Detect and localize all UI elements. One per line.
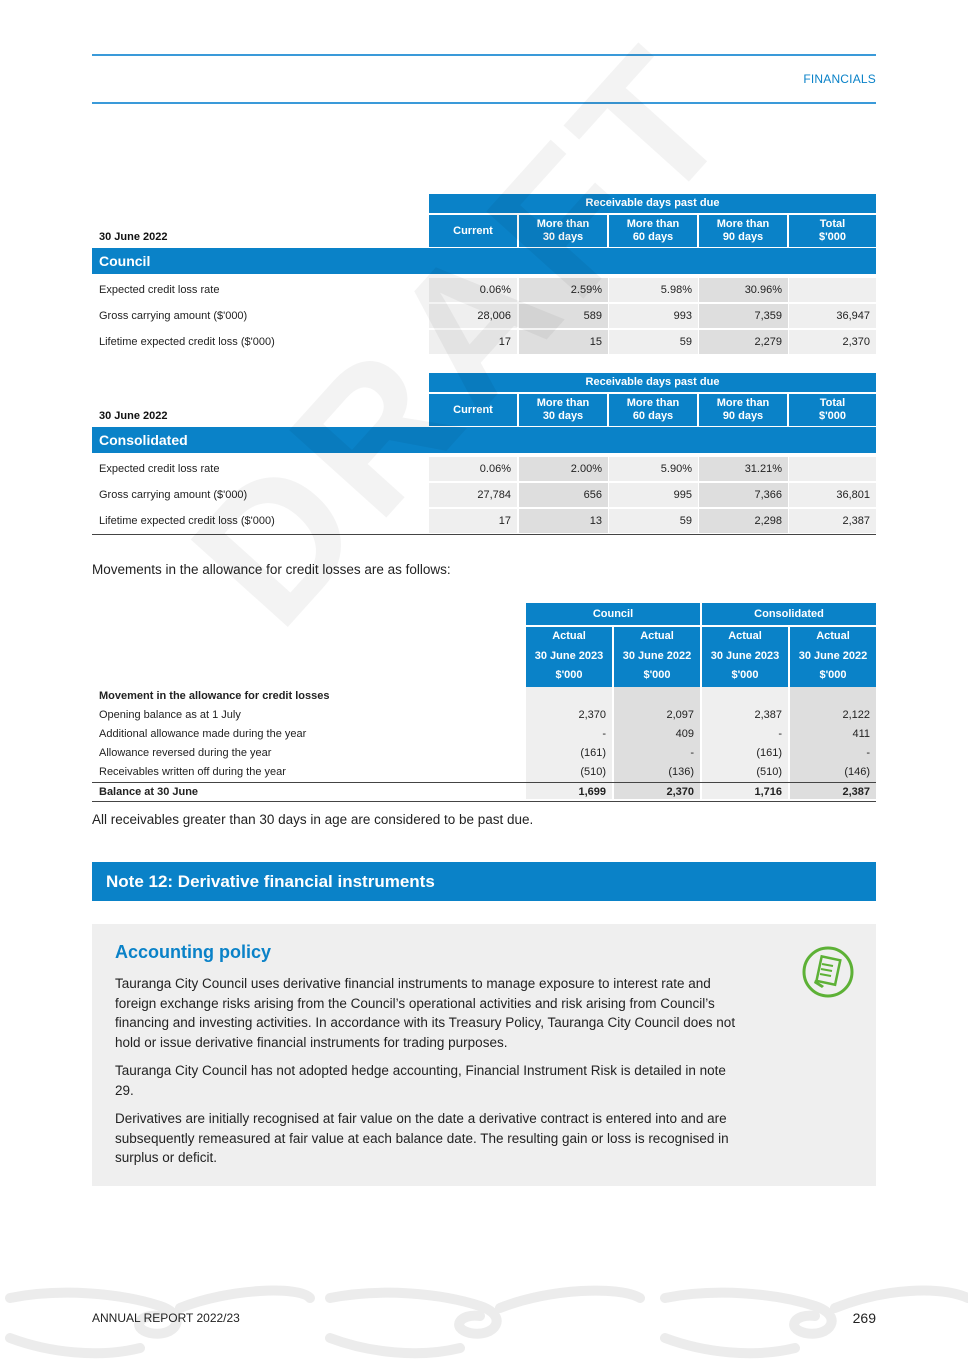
note-title: Note 12: Derivative financial instruments bbox=[92, 862, 876, 901]
council-credit-loss-table bbox=[92, 194, 876, 356]
column-header: More than 90 days bbox=[699, 394, 787, 426]
page-number: 269 bbox=[852, 1310, 876, 1326]
group-header-council: Council bbox=[526, 603, 700, 625]
column-header: Actual 30 June 2023 $'000 bbox=[702, 627, 788, 687]
accounting-policy-box bbox=[92, 924, 876, 1186]
table-row: Gross carrying amount ($'000) 27,784 656 995 7,366 36,801 bbox=[92, 483, 876, 507]
table-row bbox=[92, 687, 876, 706]
column-header: More than 30 days bbox=[519, 394, 607, 426]
column-header: Actual 30 June 2022 $'000 bbox=[790, 627, 876, 687]
table-row: Expected credit loss rate 0.06% 2.59% 5.98% 30.96% bbox=[92, 278, 876, 302]
column-header: More than 30 days bbox=[519, 215, 607, 247]
table-date-label: 30 June 2022 bbox=[99, 231, 168, 243]
column-header: More than 90 days bbox=[699, 215, 787, 247]
total-row: Balance at 30 June 1,699 2,370 1,716 2,387 bbox=[99, 786, 870, 798]
movements-intro: Movements in the allowance for credit losses are as follows: bbox=[92, 562, 451, 577]
policy-paragraph-1: Tauranga City Council uses derivative financial instruments to manage exposure to interest rate and foreign exchange risks arising from the Council’s operational activities and risk arising from Council’s financing and investing activities. In accordance with its Treasury Policy, Tauranga City Council does not hold or issue derivative financial instruments for trading purposes. bbox=[115, 976, 736, 1050]
document-policy-icon bbox=[802, 946, 854, 998]
table-row: Opening balance as at 1 July 2,370 2,097 2,387 2,122 bbox=[99, 709, 870, 721]
table-row: Lifetime expected credit loss ($'000) 17 15 59 2,279 2,370 bbox=[92, 330, 876, 354]
policy-paragraph-2: Tauranga City Council has not adopted hedge accounting, Financial Instrument Risk is detailed in note 29. bbox=[115, 1063, 726, 1098]
column-header: Actual 30 June 2022 $'000 bbox=[614, 627, 700, 687]
movement-heading: Movement in the allowance for credit losses bbox=[99, 690, 330, 702]
policy-title: Accounting policy bbox=[115, 942, 272, 962]
column-header: Current bbox=[429, 215, 517, 247]
entity-band: Council bbox=[92, 248, 876, 274]
policy-paragraph-3: Derivatives are initially recognised at fair value on the date a derivative contract is entered into and are subsequently remeasured at fair value at each balance date. The resulting gain or loss is recognised in surplus or deficit. bbox=[115, 1111, 729, 1165]
header-bottom-rule bbox=[92, 102, 876, 104]
section-label: FINANCIALS bbox=[803, 72, 876, 86]
footer-report-title: ANNUAL REPORT 2022/23 bbox=[92, 1311, 240, 1325]
column-header: More than 60 days bbox=[609, 215, 697, 247]
entity-band: Consolidated bbox=[92, 427, 876, 453]
table-row: Gross carrying amount ($'000) 28,006 589 993 7,359 36,947 bbox=[92, 304, 876, 328]
table-row: Lifetime expected credit loss ($'000) 17 13 59 2,298 2,387 bbox=[92, 509, 876, 533]
table-row: Expected credit loss rate 0.06% 2.00% 5.90% 31.21% bbox=[92, 457, 876, 481]
column-header: More than 60 days bbox=[609, 394, 697, 426]
past-due-note: All receivables greater than 30 days in age are considered to be past due. bbox=[92, 812, 534, 827]
receivable-days-header: Receivable days past due bbox=[429, 373, 876, 392]
receivable-days-header: Receivable days past due bbox=[429, 194, 876, 213]
group-header-consolidated: Consolidated bbox=[702, 603, 876, 625]
table-row: Allowance reversed during the year (161) - (161) - bbox=[99, 747, 870, 759]
table-bottom-rule bbox=[92, 534, 876, 535]
column-header: Current bbox=[429, 394, 517, 426]
column-header: Actual 30 June 2023 $'000 bbox=[526, 627, 612, 687]
column-header: Total $'000 bbox=[789, 215, 876, 247]
total-bottom-rule bbox=[92, 801, 876, 802]
consolidated-credit-loss-table bbox=[92, 373, 876, 537]
table-row: Additional allowance made during the year - 409 - 411 bbox=[99, 728, 870, 740]
table-date-label: 30 June 2022 bbox=[99, 410, 168, 422]
table-row: Receivables written off during the year (510) (136) (510) (146) bbox=[99, 766, 870, 778]
column-header: Total $'000 bbox=[789, 394, 876, 426]
allowance-movement-table bbox=[92, 603, 876, 803]
header-top-rule bbox=[92, 54, 876, 56]
